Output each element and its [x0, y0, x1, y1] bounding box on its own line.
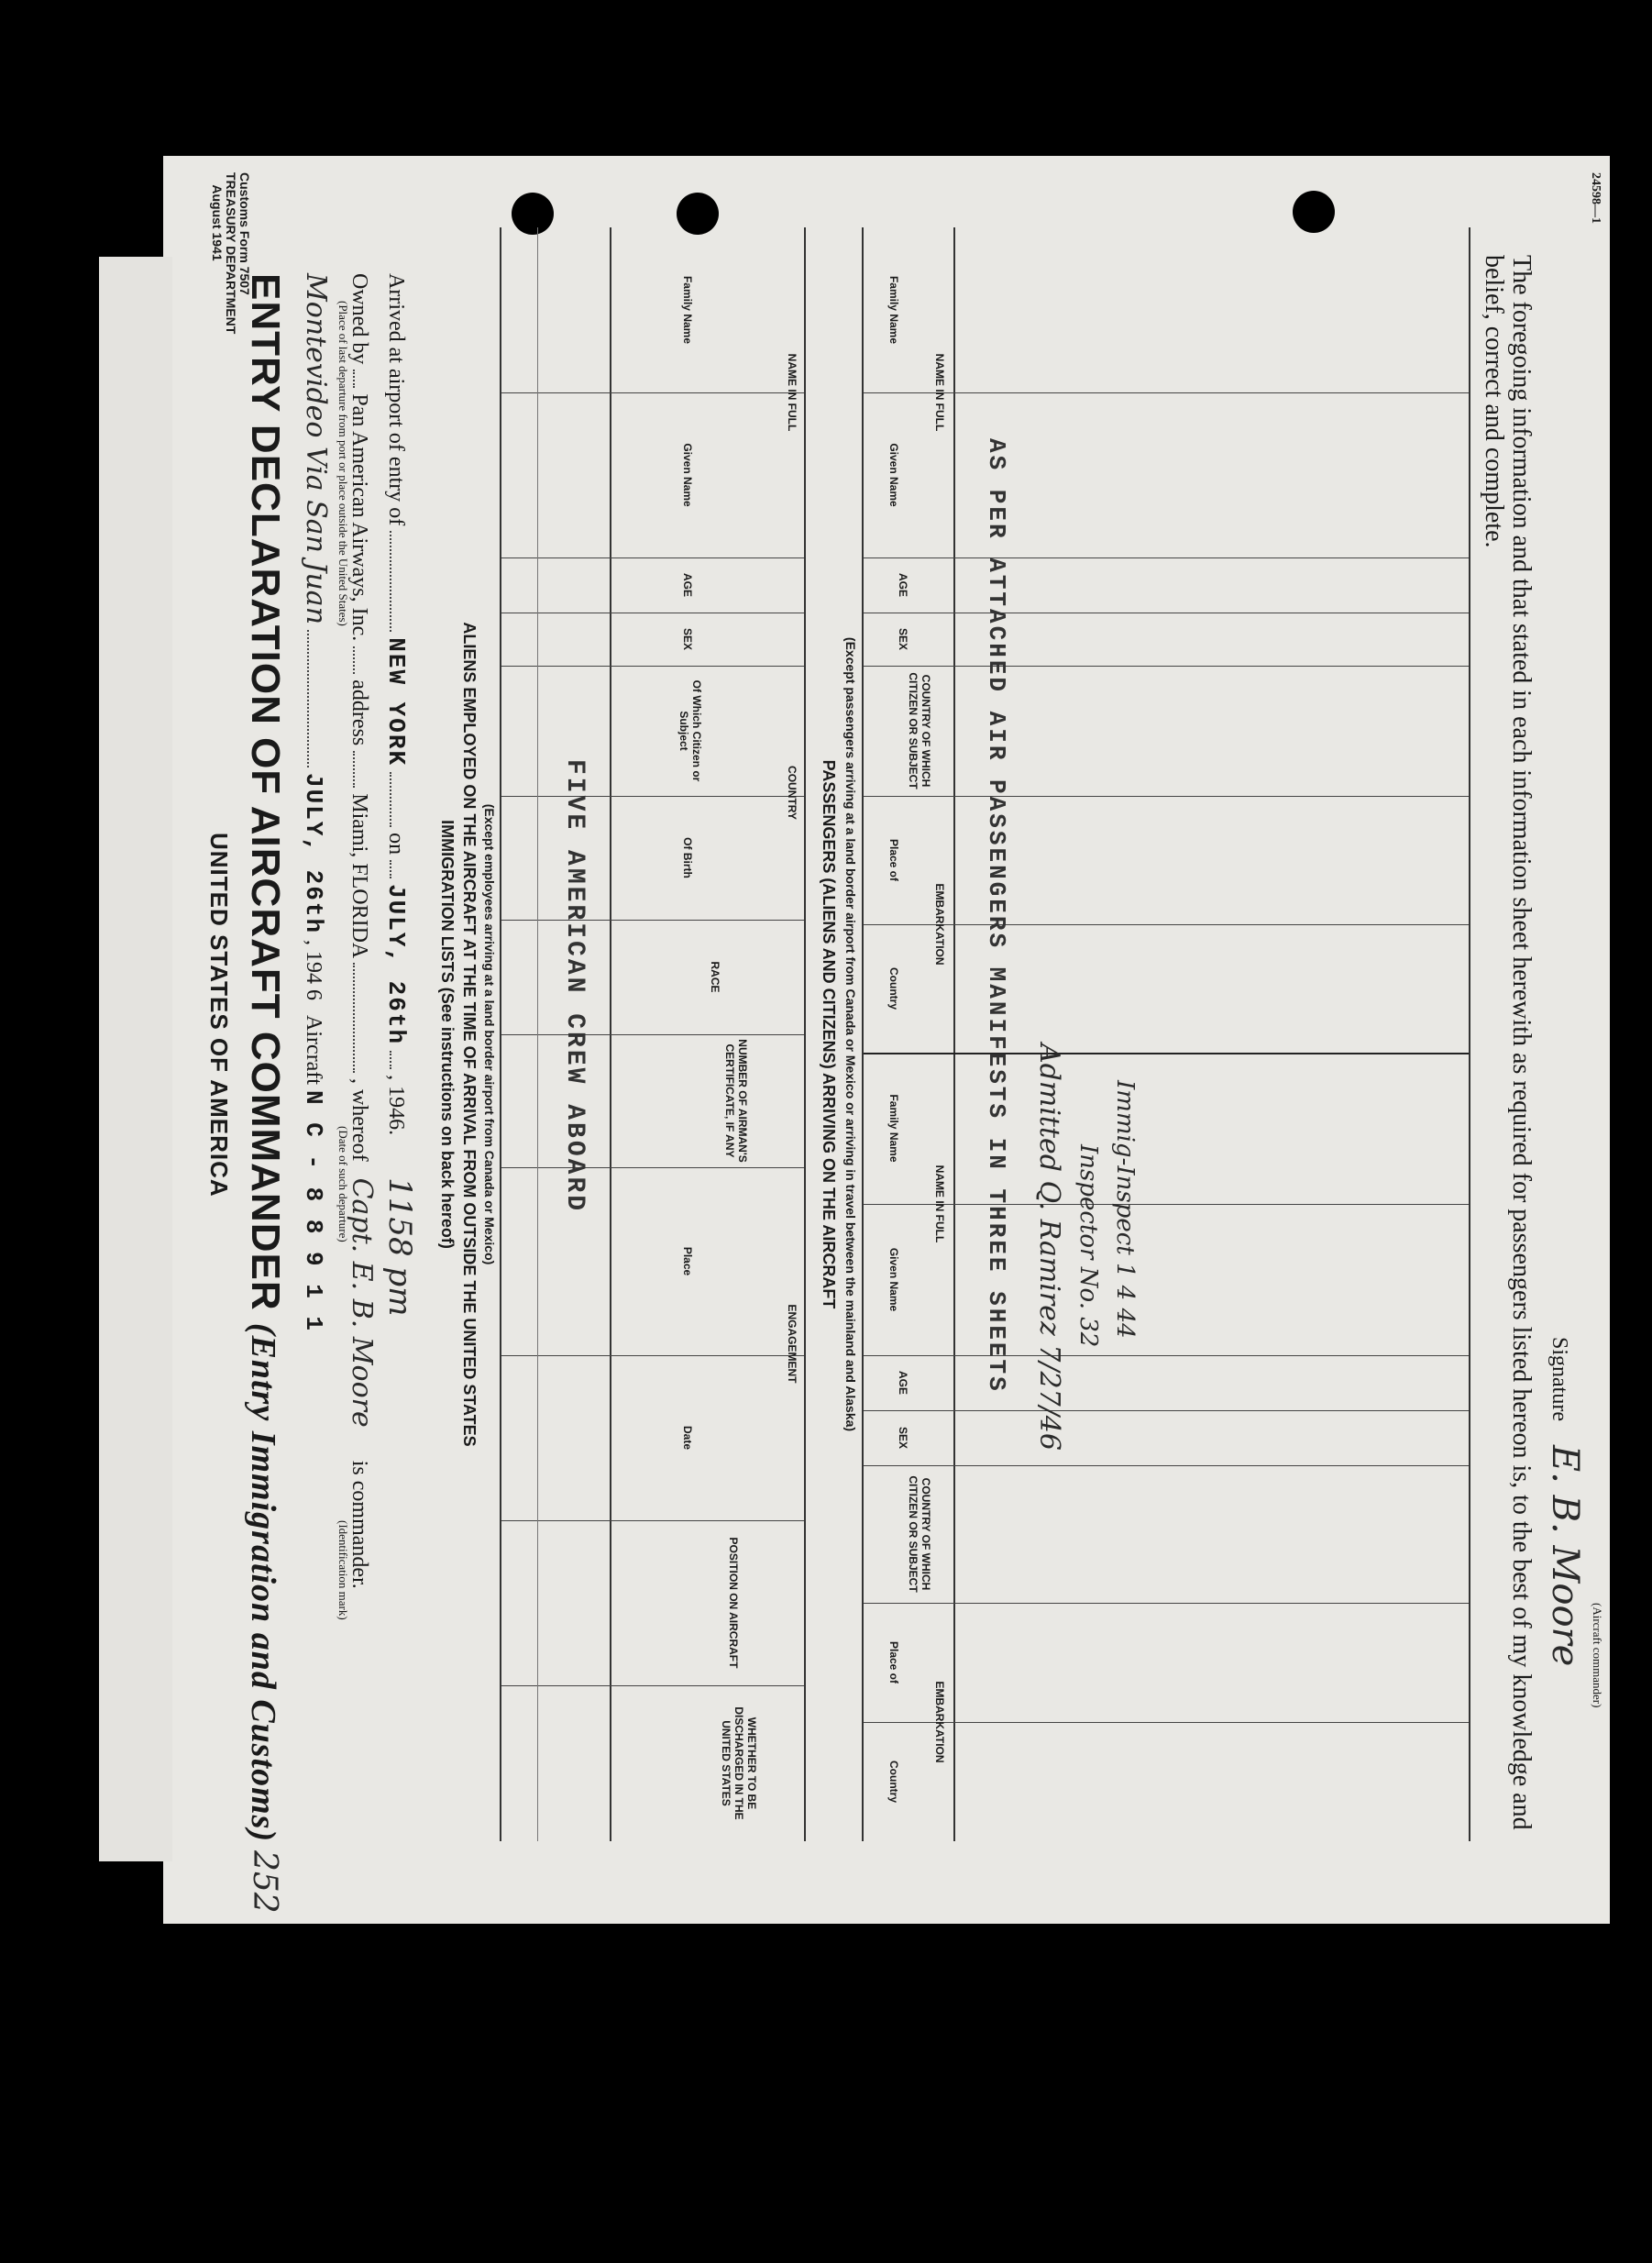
crew-race-header: RACE	[709, 961, 721, 993]
crew-country-header: COUNTRY	[786, 766, 798, 820]
aircraft-mark: N C - 8 8 9 1 1	[300, 1090, 327, 1333]
pax2-place-of-header: Place of	[887, 1640, 900, 1684]
crew-table	[500, 227, 806, 1841]
crew-family-name-header: Family Name	[681, 275, 694, 345]
owner: Pan American Airways, Inc.	[347, 393, 371, 642]
immigration-heading: IMMIGRATION LISTS (See instructions on back hereof)	[438, 820, 457, 1249]
crew-date-header: Date	[681, 1425, 694, 1450]
pax-age-header: AGE	[897, 572, 909, 597]
footer-statement: The foregoing information and that stated in each information sheet herewith as required for passengers listed hereon is, to the best of my knowledge and belief, correct and complete.	[1480, 255, 1536, 1830]
crew-sex-header: SEX	[681, 627, 694, 650]
mark-caption: (Identification mark)	[336, 1520, 350, 1620]
signature-caption: (Aircraft commander)	[1591, 1603, 1604, 1708]
pax-name-in-full-header: NAME IN FULL	[933, 353, 946, 432]
date-caption: (Date of such departure)	[336, 1126, 350, 1242]
departure-date: JULY, 26th	[300, 773, 327, 935]
inspector-note-3: Immig-Inspect 1 4 44	[1111, 1080, 1139, 1339]
crew-name-in-full-header: NAME IN FULL	[786, 353, 798, 432]
owner-line: Owned by Pan American Airways, Inc. address Miami, FLORIDA , whereof Capt. E. B. Moore is commander.	[346, 273, 378, 1589]
pax-sex-header: SEX	[897, 627, 909, 650]
crew-birth-header: Of Birth	[681, 837, 694, 878]
signature-line: Signature E. B. Moore	[1544, 1337, 1586, 1667]
pax2-name-in-full-header: NAME IN FULL	[933, 1165, 946, 1243]
passenger-heading: PASSENGERS (ALIENS AND CITIZENS) ARRIVING ON THE AIRCRAFT	[820, 759, 838, 1309]
crew-age-header: AGE	[681, 572, 694, 597]
passenger-stamp: AS PER ATTACHED AIR PASSENGERS MANIFESTS IN THREE SHEETS	[983, 438, 1010, 1394]
arrival-time: 1158 pm	[381, 1177, 418, 1317]
pax2-sex-header: SEX	[897, 1426, 909, 1449]
pax2-given-name-header: Given Name	[887, 1247, 900, 1312]
crew-citizen-header: Of Which Citizen or Subject	[677, 679, 703, 782]
pax-given-name-header: Given Name	[887, 443, 900, 507]
pax2-country-citizen-header: COUNTRY OF WHICH CITIZEN OR SUBJECT	[907, 1475, 932, 1593]
inspector-note-1: Admitted Q. Ramirez 7/27/46	[1033, 1043, 1065, 1451]
inspector-note-2: Inspector No. 32	[1074, 1144, 1102, 1348]
crew-place-header: Place	[681, 1246, 694, 1276]
crew-certificate-header: NUMBER OF AIRMAN'S CERTIFICATE, IF ANY	[723, 1039, 749, 1163]
agency-heading: UNITED STATES OF AMERICA	[205, 833, 233, 1198]
crew-engagement-header: ENGAGEMENT	[786, 1304, 798, 1384]
pax2-country-header: Country	[887, 1761, 900, 1803]
passenger-table	[862, 227, 1470, 1841]
place-of-departure: Montevideo Via San Juan	[300, 273, 332, 625]
pax2-family-name-header: Family Name	[887, 1094, 900, 1163]
form-number: 24598—1	[1589, 172, 1602, 224]
arrival-airport: NEW YORK	[382, 637, 410, 767]
passenger-subheading: (Except passengers arriving at a land border airport from Canada or Mexico or arriving in travel between the mainland and Alaska)	[843, 636, 858, 1432]
arrival-line: Arrived at airport of entry of NEW YORK on JULY, 26th , 1946. 1158 pm	[381, 273, 418, 1317]
rotated-form	[187, 172, 1604, 1914]
pax-country-header: Country	[887, 967, 900, 1010]
pax-embarkation-header: EMBARKATION	[933, 883, 946, 966]
commander-name: Capt. E. B. Moore	[346, 1177, 378, 1428]
pax2-embarkation-header: EMBARKATION	[933, 1681, 946, 1763]
form-title: ENTRY DECLARATION OF AIRCRAFT COMMANDER (Entry Immigration and Customs)	[243, 273, 288, 1843]
signature: E. B. Moore	[1544, 1444, 1586, 1667]
page-number: 252	[246, 1850, 283, 1914]
crew-discharged-header: WHETHER TO BE DISCHARGED IN THE UNITED STATES	[720, 1706, 758, 1820]
arrival-date: JULY, 26th	[382, 884, 410, 1046]
crew-given-name-header: Given Name	[681, 443, 694, 507]
crew-subheading: (Except employees arriving at a land border airport from Canada or Mexico)	[482, 803, 497, 1265]
address: Miami, FLORIDA	[347, 793, 371, 957]
pax2-age-header: AGE	[897, 1370, 909, 1395]
pax-country-citizen-header: COUNTRY OF WHICH CITIZEN OR SUBJECT	[907, 672, 932, 789]
departure-line: Montevideo Via San Juan JULY, 26th , 194 6 Aircraft N C - 8 8 9 1 1	[300, 273, 332, 1333]
crew-position-header: POSITION ON AIRCRAFT	[727, 1537, 740, 1669]
place-caption: (Place of last departure from port or place outside the United States)	[336, 301, 350, 626]
form-id: Customs Form 7507 TREASURY DEPARTMENT August 1941	[210, 172, 252, 335]
document-sheet	[163, 156, 1610, 1924]
pax-place-of-header: Place of	[887, 838, 900, 882]
pax-family-name-header: Family Name	[887, 275, 900, 345]
crew-heading: ALIENS EMPLOYED ON THE AIRCRAFT AT THE TIME OF ARRIVAL FROM OUTSIDE THE UNITED STATES	[460, 622, 479, 1447]
crew-stamp: FIVE AMERICAN CREW ABOARD	[560, 759, 589, 1214]
